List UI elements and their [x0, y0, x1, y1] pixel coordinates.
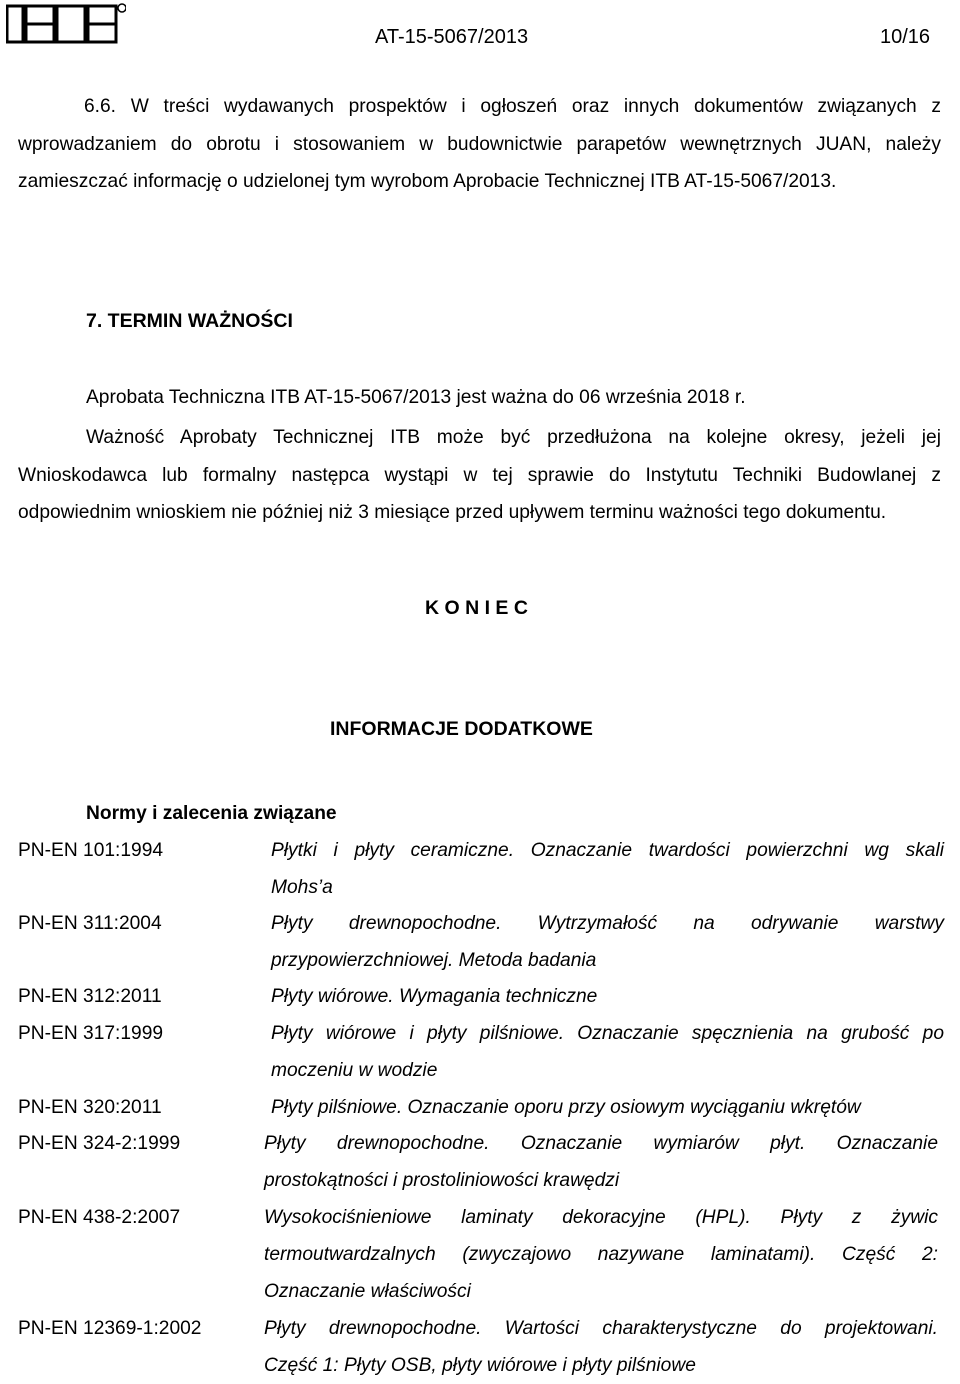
- end-mark: K O N I E C: [425, 597, 528, 619]
- norm-code: PN-EN 101:1994: [18, 840, 164, 861]
- norm-desc-line: Płyty drewnopochodne. Wartości charakterystyczne do projektowani.: [264, 1318, 938, 1339]
- extension-text: Ważność Aprobaty Technicznej ITB może być przedłużona na kolejne okresy, jeżeli jej Wnioskodawca lub formalny następca wystąpi w tej sprawie do Instytutu Techniki Budowlanej z odpowiednim wnioskiem nie później niż 3 miesiące przed upływem terminu ważności tego dokumentu.: [18, 427, 941, 523]
- norm-desc-line: Płyty drewnopochodne. Oznaczanie wymiarów płyt. Oznaczanie: [264, 1133, 938, 1154]
- norm-desc-line: Płyty drewnopochodne. Wytrzymałość na odrywanie warstwy: [271, 913, 944, 934]
- validity-statement: Aprobata Techniczna ITB AT-15-5067/2013 jest ważna do 06 września 2018 r.: [86, 387, 746, 408]
- norm-code: PN-EN 312:2011: [18, 986, 162, 1007]
- section-6-6-text: W treści wydawanych prospektów i ogłoszeń oraz innych dokumentów związanych z wprowadzaniem do obrotu i stosowaniem w budownictwie parapetów wewnętrznych JUAN, należy zamieszczać informację o udzielonej tym wyrobom Aprobacie Technicznej ITB AT-15-5067/2013.: [18, 96, 941, 192]
- norm-description: [271, 1015, 944, 1089]
- norm-code: PN-EN 317:1999: [18, 1023, 164, 1044]
- norm-desc-line: Mohs’a: [271, 877, 333, 898]
- additional-info-heading: INFORMACJE DODATKOWE: [330, 718, 593, 740]
- norm-description: [264, 1199, 938, 1310]
- norm-description: [271, 978, 944, 1015]
- norm-desc-line: Płyty wiórowe i płyty pilśniowe. Oznaczanie spęcznienia na grubość po: [271, 1023, 944, 1044]
- norm-desc-line: przypowierzchniowej. Metoda badania: [271, 950, 597, 971]
- norm-desc-line: Oznaczanie właściwości: [264, 1281, 471, 1302]
- norm-description: [264, 1310, 938, 1384]
- norm-desc-line: Płyty pilśniowe. Oznaczanie oporu przy osiowym wyciąganiu wkrętów: [271, 1097, 861, 1118]
- norm-description: [264, 1125, 938, 1199]
- document-id: AT-15-5067/2013: [375, 26, 529, 48]
- extension-paragraph: [18, 419, 941, 532]
- norm-desc-line: Wysokociśnieniowe laminaty dekoracyjne (HPL). Płyty z żywic: [264, 1207, 938, 1228]
- norm-desc-line: termoutwardzalnych (zwyczajowo nazywane laminatami). Część 2:: [264, 1244, 938, 1265]
- page-number: 10/16: [880, 26, 931, 48]
- norm-desc-line: Płytki i płyty ceramiczne. Oznaczanie twardości powierzchni wg skali: [271, 840, 944, 861]
- norm-desc-line: moczeniu w wodzie: [271, 1060, 438, 1081]
- section-7-heading: 7. TERMIN WAŻNOŚCI: [86, 310, 293, 332]
- norm-code: PN-EN 12369-1:2002: [18, 1318, 202, 1339]
- section-number: 6.6.: [84, 96, 117, 117]
- norm-description: [271, 832, 944, 906]
- norm-code: PN-EN 311:2004: [18, 913, 162, 934]
- section-6-6: [18, 88, 941, 201]
- norms-heading: Normy i zalecenia związane: [86, 803, 337, 824]
- norm-code: PN-EN 438-2:2007: [18, 1207, 181, 1228]
- norm-description: [271, 905, 944, 979]
- norm-description: [271, 1089, 944, 1126]
- itb-logo: [6, 2, 126, 46]
- norm-code: PN-EN 320:2011: [18, 1097, 162, 1118]
- norm-desc-line: Część 1: Płyty OSB, płyty wiórowe i płyty pilśniowe: [264, 1355, 696, 1376]
- norm-code: PN-EN 324-2:1999: [18, 1133, 181, 1154]
- norm-desc-line: Płyty wiórowe. Wymagania techniczne: [271, 986, 598, 1007]
- norm-desc-line: prostokątności i prostoliniowości krawędzi: [264, 1170, 620, 1191]
